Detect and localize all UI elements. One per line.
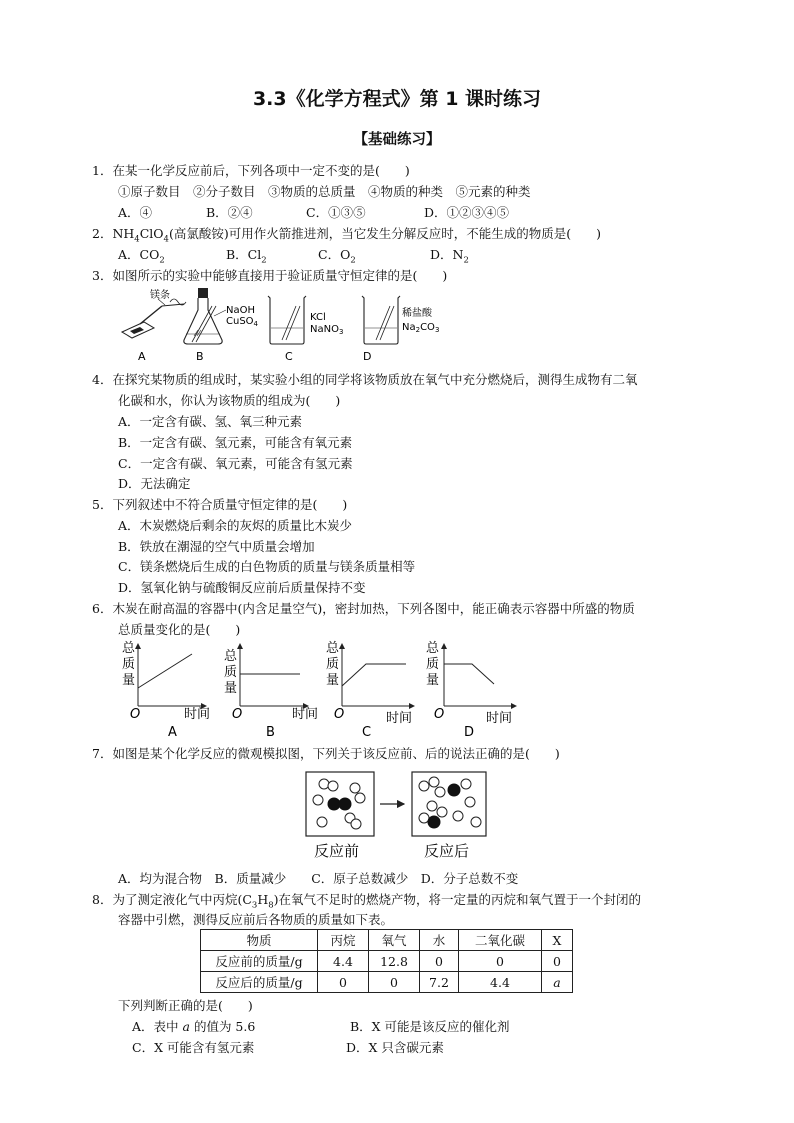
question-4-stem-line2: 化碳和水，你认为该物质的组成为( ) [118, 393, 341, 408]
question-8-option-b: B．X 可能是该反应的催化剂 [350, 1019, 510, 1034]
section-heading: 【基础练习】 [353, 132, 441, 148]
graph-d-xlabel: 时间 [486, 711, 513, 726]
graph-a-xlabel: 时间 [184, 707, 211, 722]
question-8-judge: 下列判断正确的是( ) [118, 998, 253, 1013]
graph-c-origin: O [334, 707, 345, 722]
question-2-option-b: B．$Cl_2$ [226, 247, 267, 266]
graph-c-ylabel-3: 量 [326, 673, 340, 688]
naoh-label: NaOH [226, 305, 255, 316]
after-label: 反应后 [424, 842, 470, 860]
table-cell: 0 [369, 972, 420, 993]
graph-a-origin: O [130, 707, 141, 722]
apparatus-c [268, 296, 343, 344]
graph-c-xlabel: 时间 [386, 711, 413, 726]
question-7-options: A．均为混合物 B．质量减少 C．原子总数减少 D．分子总数不变 [118, 871, 519, 886]
graph-c [326, 641, 414, 740]
question-8-stem-line2: 容器中引燃，测得反应前后各物质的质量如下表。 [118, 912, 394, 927]
question-8-option-d: D．X 只含碳元素 [346, 1040, 444, 1055]
graph-a-ylabel-2: 质 [122, 657, 136, 672]
graph-b [224, 644, 318, 740]
question-6-stem-line2: 总质量变化的是( ) [118, 622, 241, 637]
question-7-stem: 7．如图是某个化学反应的微观模拟图，下列关于该反应前、后的说法正确的是( ) [92, 746, 560, 761]
graph-b-origin: O [232, 707, 243, 722]
table-row [201, 972, 573, 993]
table-header-cell: 物质 [201, 930, 318, 951]
question-1-items: ①原子数目 ②分子数目 ③物质的总质量 ④物质的种类 ⑤元素的种类 [118, 184, 531, 199]
graph-c-line [342, 664, 406, 686]
question-2-option-d: D．$N_2$ [430, 247, 469, 266]
graph-a-label: A [168, 725, 177, 740]
table-row [201, 951, 573, 972]
graph-c-label: C [362, 725, 372, 740]
table-cell: 4.4 [318, 951, 369, 972]
graph-d-origin: O [434, 707, 445, 722]
table-cell: 0 [542, 951, 573, 972]
question-2-option-c: C．$O_2$ [318, 247, 356, 266]
question-3-stem: 3．如图所示的实验中能够直接用于验证质量守恒定律的是( ) [92, 268, 448, 283]
table-header-cell: 水 [420, 930, 459, 951]
graph-c-ylabel-2: 质 [326, 657, 340, 672]
graph-a [122, 641, 210, 740]
table-cell: a [542, 972, 573, 993]
question-5-option-d: D．氢氧化钠与硫酸铜反应前后质量保持不变 [118, 580, 366, 595]
na2co3-label: $Na_2CO_3$ [402, 322, 440, 334]
table-cell: 0 [459, 951, 542, 972]
figure-label-a: A [138, 350, 146, 363]
graph-c-ylabel-1: 总 [326, 641, 340, 656]
kcl-label: KCl [310, 312, 326, 323]
before-label: 反应前 [314, 842, 360, 860]
apparatus-d [362, 296, 439, 344]
question-6-graphs [110, 636, 530, 740]
graph-b-label: B [266, 725, 275, 740]
table-header-cell: 氧气 [369, 930, 420, 951]
question-1-option-d: D．①②③④⑤ [424, 205, 510, 220]
table-header-cell: 二氧化碳 [459, 930, 542, 951]
question-1-option-b: B．②④ [206, 205, 253, 220]
question-7-figure [300, 768, 510, 864]
graph-d-ylabel-2: 质 [426, 657, 440, 672]
graph-b-ylabel-2: 质 [224, 665, 238, 680]
question-4-option-d: D．无法确定 [118, 476, 191, 491]
graph-d-ylabel-1: 总 [426, 641, 440, 656]
question-8-option-a: A．表中 a 的值为 5.6 [132, 1019, 256, 1034]
table-cell: 0 [420, 951, 459, 972]
table-cell: 7.2 [420, 972, 459, 993]
graph-b-xlabel: 时间 [292, 707, 319, 722]
table-cell: 反应后的质量/g [201, 972, 318, 993]
nano3-label: NaNO$_3$ [310, 324, 344, 336]
question-1-option-a: A．④ [118, 205, 153, 220]
apparatus-a [122, 288, 186, 338]
apparatus-b [184, 288, 259, 344]
question-4-option-b: B．一定含有碳、氢元素，可能含有氧元素 [118, 435, 353, 450]
table-cell: 0 [318, 972, 369, 993]
graph-a-ylabel-1: 总 [122, 641, 136, 656]
figure-label-d: D [363, 350, 372, 363]
question-5-option-a: A．木炭燃烧后剩余的灰烬的质量比木炭少 [118, 518, 353, 533]
question-1-option-c: C．①③⑤ [306, 205, 366, 220]
table-header-cell: 丙烷 [318, 930, 369, 951]
mg-strip-label: 镁条 [150, 290, 170, 301]
question-4-option-c: C．一定含有碳、氧元素，可能含有氢元素 [118, 456, 353, 471]
graph-b-ylabel-3: 量 [224, 681, 238, 696]
question-5-stem: 5．下列叙述中不符合质量守恒定律的是( ) [92, 497, 348, 512]
graph-d-ylabel-3: 量 [426, 673, 440, 688]
question-5-option-c: C．镁条燃烧后生成的白色物质的质量与镁条质量相等 [118, 559, 416, 574]
table-cell: 12.8 [369, 951, 420, 972]
question-2-option-a: A．$CO_2$ [118, 247, 165, 266]
table-cell: 反应前的质量/g [201, 951, 318, 972]
question-1-stem: 1．在某一化学反应前后，下列各项中一定不变的是( ) [92, 163, 410, 178]
graph-a-line [138, 654, 192, 688]
figure-label-c: C [285, 350, 293, 363]
question-4-option-a: A．一定含有碳、氢、氧三种元素 [118, 414, 303, 429]
graph-d-line [444, 664, 494, 684]
graph-d-label: D [464, 725, 475, 740]
question-3-figure [110, 284, 450, 366]
graph-a-ylabel-3: 量 [122, 673, 136, 688]
mass-table [200, 929, 573, 993]
page-title: 3.3《化学方程式》第 1 课时练习 [252, 88, 542, 110]
question-4-stem-line1: 4．在探究某物质的组成时，某实验小组的同学将该物质放在氧气中充分燃烧后，测得生成物有二氧 [92, 372, 638, 387]
table-cell: 4.4 [459, 972, 542, 993]
question-5-option-b: B．铁放在潮湿的空气中质量会增加 [118, 539, 315, 554]
table-header-cell: X [542, 930, 573, 951]
figure-label-b: B [196, 350, 204, 363]
question-8-option-c: C．X 可能含有氢元素 [132, 1040, 255, 1055]
graph-b-ylabel-1: 总 [224, 649, 238, 664]
hcl-label: 稀盐酸 [402, 308, 432, 319]
cuso4-label: CuSO$_4$ [226, 316, 259, 328]
question-8-stem-line1: 8．为了测定液化气中丙烷$(C_3H_8)$在氧气不足时的燃烧产物，将一定量的丙烷和氧气置于一个封闭的 [92, 892, 642, 911]
question-2-stem: 2．$NH_4ClO_4$(高氯酸铵)可用作火箭推进剂，当它发生分解反应时，不能生成的物质是( ) [92, 226, 601, 245]
graph-d [426, 641, 516, 740]
table-header-row [201, 930, 573, 951]
question-6-stem-line1: 6．木炭在耐高温的容器中(内含足量空气)，密封加热，下列各图中，能正确表示容器中所盛的物质 [92, 601, 635, 616]
